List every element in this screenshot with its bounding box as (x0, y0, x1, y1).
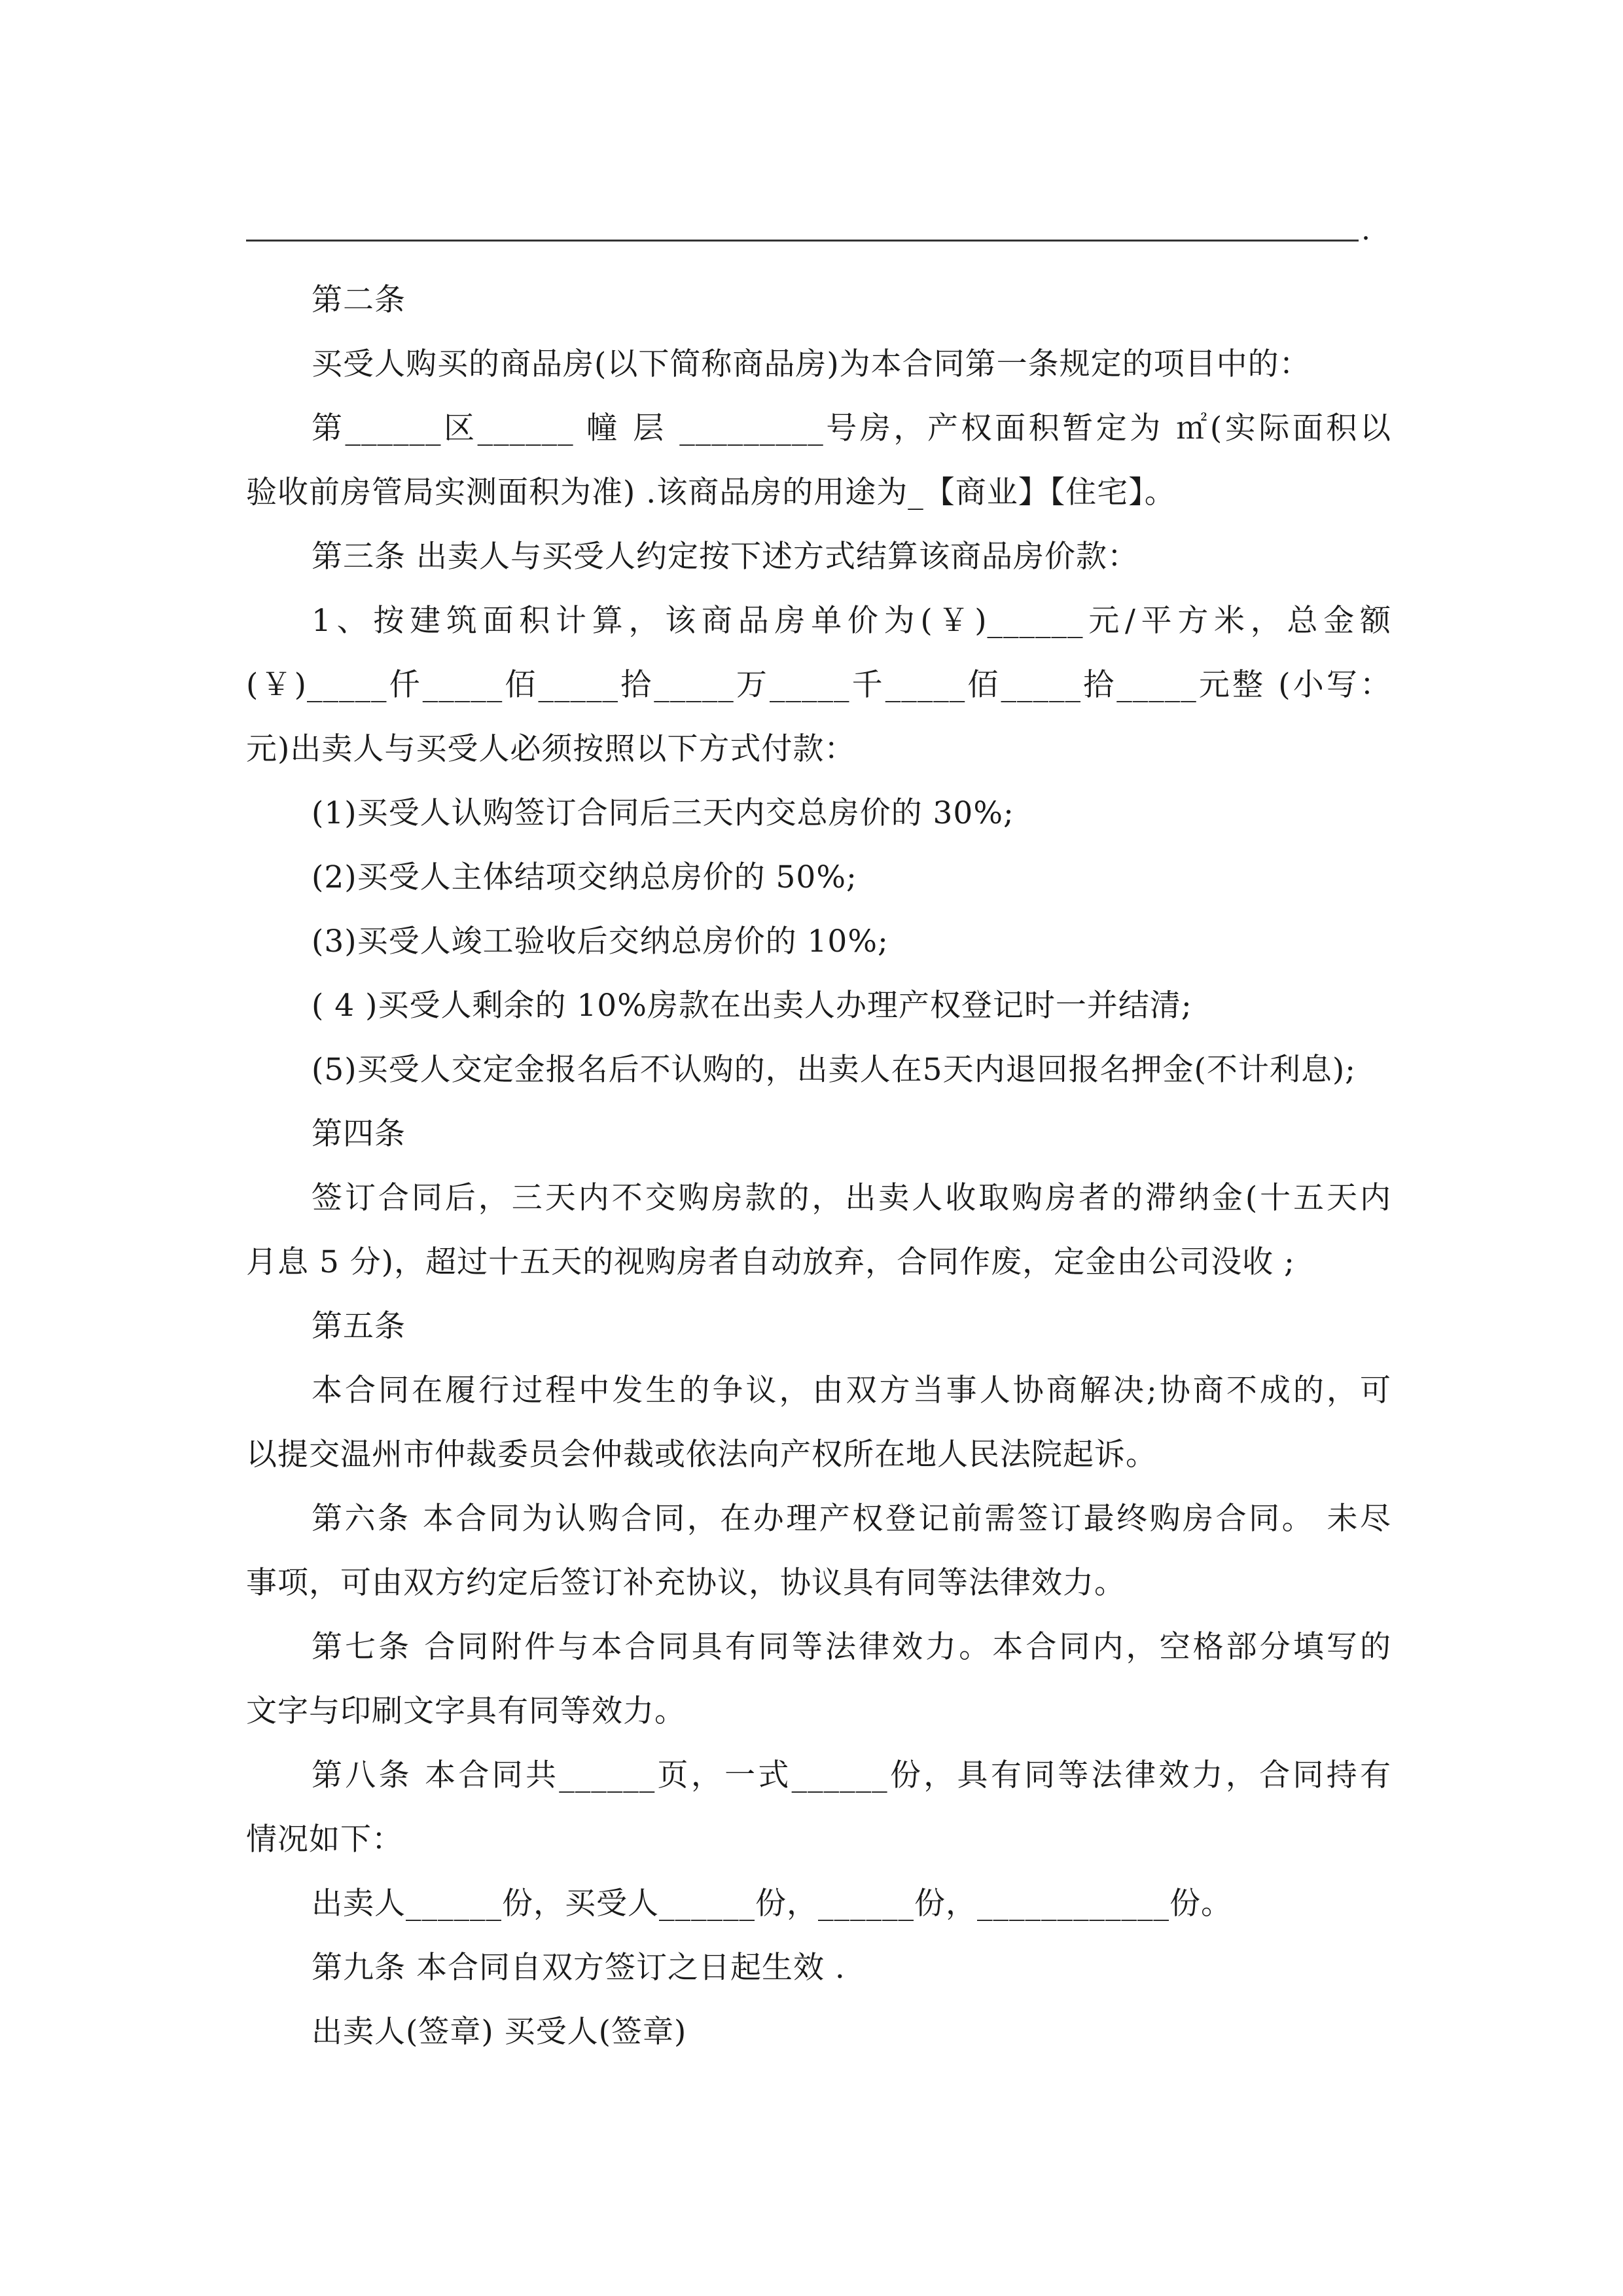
top-rule-line (246, 240, 1359, 242)
article-2-text-line-3: 验收前房管局实测面积为准) .该商品房的用途为_【商业】【住宅】。 (246, 475, 1176, 511)
article-3-item-1-line-3: 元)出卖人与买受人必须按照以下方式付款： (246, 731, 856, 767)
article-8-line-2: 情况如下： (246, 1821, 403, 1857)
article-6-line-2: 事项，可由双方约定后签订补充协议，协议具有同等法律效力。 (246, 1565, 1126, 1601)
article-3-heading: 第三条 出卖人与买受人约定按下述方式结算该商品房价款： (312, 539, 1139, 575)
article-2-text-line-1: 买受人购买的商品房(以下简称商品房)为本合同第一条规定的项目中的： (312, 346, 1311, 382)
article-4-text-line-2: 月息 5 分)，超过十五天的视购房者自动放弃，合同作废，定金由公司没收 ; (246, 1244, 1295, 1280)
article-5-text-line-2: 以提交温州市仲裁委员会仲裁或依法向产权所在地人民法院起诉。 (246, 1437, 1157, 1473)
payment-term-2: (2)买受人主体结项交纳总房价的 50%; (312, 859, 857, 895)
article-2-text-line-2: 第______区______ 幢 层 _________号房，产权面积暂定为 ㎡(实际面积以 (312, 410, 1391, 446)
payment-term-5: (5)买受人交定金报名后不认购的，出卖人在5天内退回报名押金(不计利息); (312, 1052, 1356, 1088)
payment-term-1: (1)买受人认购签订合同后三天内交总房价的 30%; (312, 795, 1014, 831)
article-5-text-line-1: 本合同在履行过程中发生的争议，由双方当事人协商解决;协商不成的，可 (312, 1372, 1391, 1408)
article-5-heading: 第五条 (312, 1308, 406, 1344)
article-8-line-1: 第八条 本合同共______页，一式______份，具有同等法律效力，合同持有 (312, 1757, 1391, 1793)
article-2-heading: 第二条 (312, 282, 406, 318)
article-3-item-1-line-1: 1、按建筑面积计算，该商品房单价为(￥)______元/平方米，总金额 (312, 603, 1391, 639)
article-7-line-1: 第七条 合同附件与本合同具有同等法律效力。本合同内，空格部分填写的 (312, 1629, 1391, 1665)
article-7-line-2: 文字与印刷文字具有同等效力。 (246, 1693, 686, 1729)
signature-line: 出卖人(签章) 买受人(签章) (312, 2014, 687, 2050)
top-rule-period: . (1361, 213, 1370, 247)
article-8-copies-line: 出卖人______份，买受人______份，______份，____________份。 (312, 1886, 1232, 1922)
payment-term-3: (3)买受人竣工验收后交纳总房价的 10%; (312, 924, 889, 960)
payment-term-4: ( 4 )买受人剩余的 10%房款在出卖人办理产权登记时一并结清; (312, 988, 1192, 1024)
contract-body (246, 268, 1391, 2064)
article-9-line: 第九条 本合同自双方签订之日起生效 . (312, 1950, 846, 1986)
article-4-heading: 第四条 (312, 1116, 406, 1152)
article-6-line-1: 第六条 本合同为认购合同，在办理产权登记前需签订最终购房合同。 未尽 (312, 1501, 1391, 1537)
article-4-text-line-1: 签订合同后，三天内不交购房款的，出卖人收取购房者的滞纳金(十五天内 (312, 1180, 1391, 1216)
article-3-item-1-line-2: (￥)_____仟_____佰_____拾_____万_____千_____佰_____拾_____元整 (小写： (246, 667, 1391, 703)
